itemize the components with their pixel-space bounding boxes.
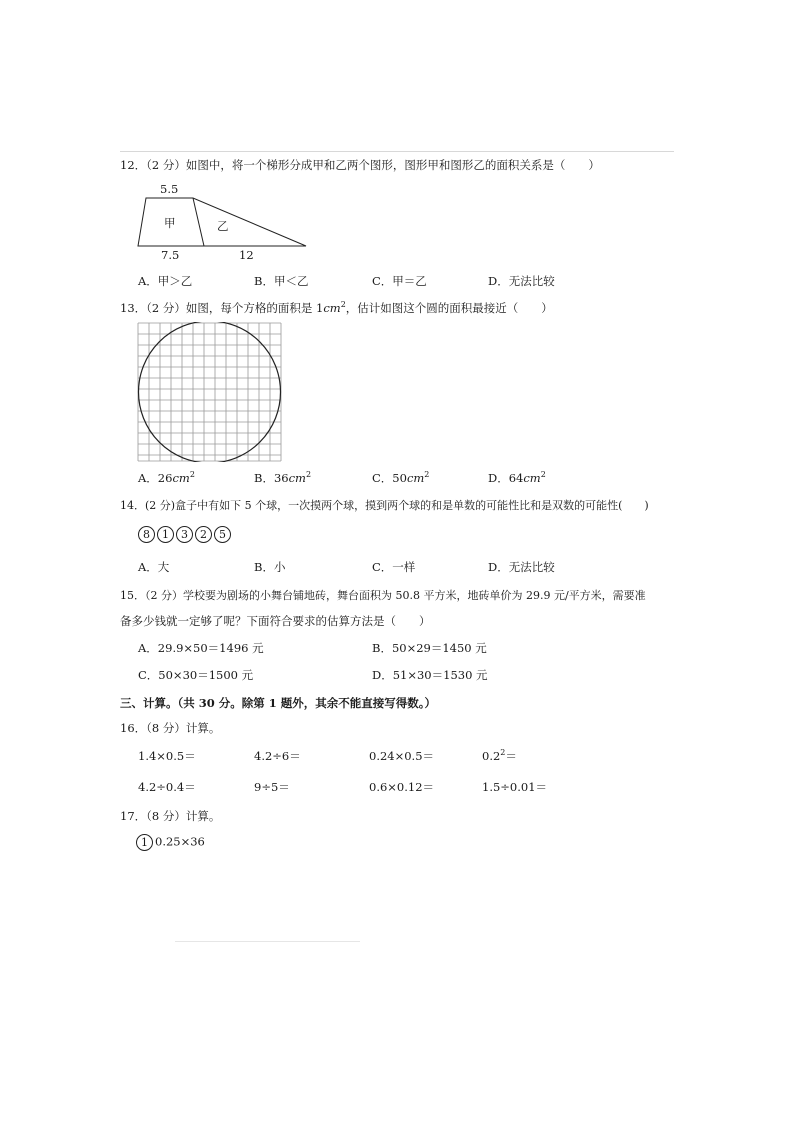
q15-option-d: D．51×30＝1530 元 [372, 668, 488, 682]
ball: 2 [195, 526, 212, 543]
region-a-label: 甲 [164, 216, 176, 230]
ball: 3 [176, 526, 193, 543]
q13-option-d: D．$64cm^2$ [488, 470, 546, 485]
trapezoid-top-label: 5.5 [160, 182, 179, 196]
footer-rule [175, 941, 360, 942]
q16-item: 1.4×0.5＝ [138, 749, 196, 763]
ball: 5 [214, 526, 231, 543]
q15-option-a: A．29.9×50＝1496 元 [138, 641, 264, 655]
q14-option-b: B．小 [254, 560, 286, 574]
q17-stem: 17．（8 分）计算。 [120, 809, 221, 823]
q16-item: 1.5÷0.01＝ [482, 780, 548, 794]
q15-option-b: B．50×29＝1450 元 [372, 641, 487, 655]
q12-option-d: D．无法比较 [488, 274, 555, 288]
q16-item: 4.2÷0.4＝ [138, 780, 196, 794]
q13-option-c: C．$50cm^2$ [372, 470, 430, 485]
q15-stem-line1: 15．（2 分）学校要为剧场的小舞台铺地砖，舞台面积为 50.8 平方米，地砖单价为 29.9 元/平方米，需要准 [120, 589, 646, 602]
q16-item: $0.2^2=$ [482, 748, 517, 763]
circle-grid-figure [137, 322, 283, 462]
section-3-heading: 三、计算。（共 30 分。除第 1 题外，其余不能直接写得数。） [120, 696, 437, 710]
q13-option-b: B．$36cm^2$ [254, 470, 312, 485]
trapezoid-bottom-left-label: 7.5 [161, 248, 180, 260]
ball: 1 [157, 526, 174, 543]
q16-item: 0.24×0.5＝ [369, 749, 435, 763]
q17-item: 1 0.25×36 [136, 834, 205, 851]
q12-stem: 12．（2 分）如图中，将一个梯形分成甲和乙两个图形，图形甲和图形乙的面积关系是（ ） [120, 158, 600, 172]
q16-stem: 16．（8 分）计算。 [120, 721, 221, 735]
q12-option-c: C．甲＝乙 [372, 274, 427, 288]
q14-option-a: A．大 [138, 560, 170, 574]
trapezoid-bottom-right-label: 12 [239, 248, 254, 260]
q12-option-b: B．甲＜乙 [254, 274, 309, 288]
q14-option-c: C．一样 [372, 560, 416, 574]
q12-option-a: A．甲＞乙 [138, 274, 193, 288]
trapezoid-figure [130, 180, 330, 260]
ball-list [138, 526, 233, 543]
item-number-marker: 1 [136, 834, 153, 851]
q13-stem: 13．（2 分）如图，每个方格的面积是 $1cm^2$，估计如图这个圆的面积最接近（ ） [120, 300, 553, 315]
q16-item: 0.6×0.12＝ [369, 780, 435, 794]
ball: 8 [138, 526, 155, 543]
q13-option-a: A．$26cm^2$ [138, 470, 195, 485]
q16-item: 4.2÷6＝ [254, 749, 301, 763]
q15-option-c: C．50×30＝1500 元 [138, 668, 254, 682]
header-rule [120, 151, 674, 152]
q14-option-d: D．无法比较 [488, 560, 555, 574]
q15-stem-line2: 备多少钱就一定够了呢？下面符合要求的估算方法是（ ） [120, 614, 431, 628]
q16-item: 9÷5＝ [254, 780, 290, 794]
q14-stem: 14．(2 分)盒子中有如下 5 个球，一次摸两个球，摸到两个球的和是单数的可能性比和是双数的可能性( ) [120, 499, 649, 512]
region-b-label: 乙 [217, 219, 229, 233]
